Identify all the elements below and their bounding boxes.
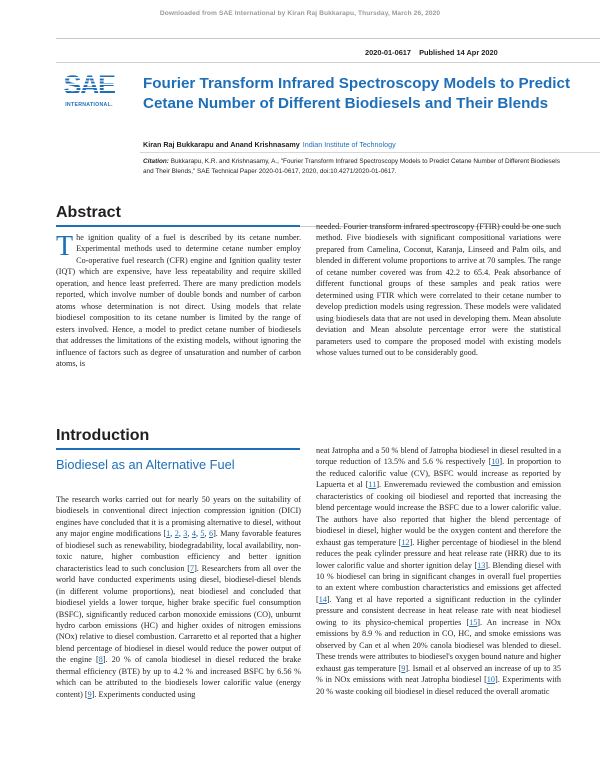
body-text: ,: [170, 529, 175, 539]
sae-logo-mark: SAE: [58, 72, 120, 99]
reference-link[interactable]: 12: [401, 537, 410, 547]
citation-text: Bukkarapu, K.R. and Krishnasamy, A., "Fourier Transform Infrared Spectroscopy Models to Predict Cetane Number of Different Biodiesels and Their Blends," SAE Technical Paper 2020-01-0617, 2020, doi:10.4271/2020-01-0617.: [143, 158, 560, 175]
paper-number: 2020-01-0617: [365, 48, 412, 57]
body-text: ]. Enweremadu reviewed the combustion and emission characteristics of cooking oil biodiesel and reported that increasing the blend percentage would increase the BSFC due to a lower calorific value. The authors have also reported that higher the blend percentage of biodiesel in diesel, higher would be the oxygen content and therefore the exhaust gas temperature [: [316, 480, 561, 547]
body-text: ]. Higher percentage of biodiesel in the blend reduces the peak cylinder pressure and heat release rate (HRR) due to its lower calorific value and shorter ignition delay [: [316, 537, 561, 570]
body-text: ]. Ismail et al observed an increase of up to 35 % in NOx emissions with neat Jatropha biodiesel [: [316, 663, 561, 685]
body-text: ,: [204, 529, 209, 539]
abstract-heading-bar: [56, 225, 300, 227]
body-text: The research works carried out for nearly 50 years on the suitability of biodiesels in conventional direct injection compression ignition (DICI) engines have concluded that it is a promising alternative to diesel, without any major engine modifications [: [56, 495, 301, 539]
body-text: ]. An increase in NOx emissions by 8.9 % and reduction in CO, HC, and smoke emissions was observed by Can et al when 20% canola biodiesel was blended to diesel. These trends were attributes to biodiesel's oxygen bound nature and higher exhaust gas temperature [: [316, 617, 561, 673]
download-note: Downloaded from SAE International by Kiran Raj Bukkarapu, Thursday, March 26, 2020: [159, 10, 441, 17]
abstract-text-left: he ignition quality of a fuel is described by its cetane number. Experimental methods used to determine cetane number employ Co-operative fuel research (CFR) engine and Ignition quality tester (IQT) which are expensive, have less repeatability and require skilled operation, and hence least preferred. There are many prediction models reported, which involve number of double bonds and number of carbon atoms whose determination is not direct. Using models that relate biodiesel composition to its cetane number is limited by the range of esters involved. Hence, a model to predict cetane number of biodiesels that addresses the limitations of the existing models, without ignoring the influence of factors such as degree of unsaturation and number of carbon atoms, is: [56, 233, 301, 368]
citation: [143, 157, 563, 177]
paper-id-line: [365, 48, 565, 57]
paper-title: Fourier Transform Infrared Spectroscopy Models to Predict Cetane Number of Different Biodiesels and Their Blends: [143, 75, 571, 112]
introduction-column-right: [316, 445, 561, 697]
author-names: Kiran Raj Bukkarapu and Anand Krishnasamy: [143, 140, 300, 149]
reference-link[interactable]: 13: [477, 560, 486, 570]
reference-link[interactable]: 10: [486, 675, 495, 685]
reference-link[interactable]: 4: [191, 529, 196, 539]
abstract-column-left: [56, 232, 301, 369]
author-line: [143, 140, 396, 149]
reference-link[interactable]: 7: [189, 563, 195, 573]
published-date: Published 14 Apr 2020: [419, 48, 498, 57]
body-text: ]. Researchers from all over the world have conducted experiments using diesel, biodiesel-diesel blends (in different volume proportions), neat biodiesel and concluded that biodiesel yields a lower torque, higher brake specific fuel consumption (BSFC), significantly reduced carbon monoxide emissions (CO), unburnt hydro carbon emissions (HC) and higher oxides of nitrogen emissions (NOx) relative to diesel combustion. Carraretto et al reported that a higher blend percentage of biodiesel in diesel would reduce the power output of the engine [: [56, 563, 301, 665]
reference-link[interactable]: 14: [318, 594, 327, 604]
header-rule-secondary: [56, 62, 600, 63]
section-subheading: Biodiesel as an Alternative Fuel: [56, 457, 235, 472]
reference-link[interactable]: 11: [368, 480, 377, 490]
reference-link[interactable]: 1: [166, 529, 171, 539]
reference-link[interactable]: 9: [87, 689, 92, 699]
header-rule: [56, 38, 600, 39]
body-text: ]. Many favorable features of biodiesel such as renewability, biodegradability, local availability, non-toxic nature, higher combustion efficiency and better ignition characteristics lead to such conclusion [: [56, 529, 302, 573]
reference-link[interactable]: 3: [183, 529, 188, 539]
reference-link[interactable]: 10: [491, 457, 500, 467]
reference-link[interactable]: 6: [208, 529, 214, 539]
body-text: ,: [178, 529, 184, 539]
introduction-heading: Introduction: [56, 427, 150, 444]
sae-logo-subtitle: INTERNATIONAL.: [65, 102, 113, 108]
body-text: neat Jatropha and a 50 % blend of Jatropha biodiesel in diesel resulted in a torque reduction of 13.5% and 5.6 % respectively [: [316, 446, 561, 467]
body-text: ]. Blending diesel with 10 % biodiesel can bring in significant changes in overall fuel properties to an extent where combustion characteristics and emissions get affected [: [316, 560, 561, 604]
abstract-dropcap: T: [56, 231, 74, 262]
body-text: ,: [187, 529, 192, 539]
sae-logo: [58, 72, 120, 114]
body-text: ]. Experiments with 20 % waste cooking oil biodiesel in diesel reduced the overall aromatic: [316, 675, 561, 696]
abstract-column-right: needed. Fourier transform infrared spectroscopy (FTIR) could be one such method. Five biodiesels with significant compositional variations were prepared from Camelina, Coconut, Karanja, Linseed and Palm oils, and blended in different volume proportions to arrive at 70 samples. The range of cetane number covered was from 42.2 to 65.4. Peak absorbance of different functional groups of these samples and peak ratios were determined using FTIR which were correlated to their cetane number to develop prediction models using regression. These models were validated using biodiesels data that are not used in developing them. Mean absolute deviation and Mean absolute percentage error were the statistical parameters used to compare the proposed model with existing models whose values turned out to be considerably good.: [316, 222, 561, 357]
reference-link[interactable]: 9: [401, 663, 406, 673]
body-text: ]. 20 % of canola biodiesel in diesel reduced the brake thermal efficiency (BTE) by up to 4.2 % and increased BSFC by 6.56 % which can be attributed to the biodiesels lower calorific value (energy content) [: [56, 655, 301, 699]
citation-label: Citation:: [143, 158, 169, 165]
body-text: ]. Yang et al have reported a significant reduction in the cylinder pressure and consistent decrease in heat release rate with neat biodiesel owing to its physico-chemical properties [: [316, 594, 561, 627]
author-affiliation: Indian Institute of Technology: [302, 140, 396, 149]
introduction-heading-bar: [56, 448, 300, 450]
abstract-heading: Abstract: [56, 204, 121, 221]
introduction-column-left: [56, 494, 301, 700]
author-rule: [140, 152, 600, 153]
body-text: ]. In proportion to the reduced calorific value (CV), BSFC would increase as reported by Lapuerta et al [: [316, 457, 562, 490]
reference-link[interactable]: 2: [174, 529, 179, 539]
reference-link[interactable]: 5: [200, 529, 205, 539]
reference-link[interactable]: 15: [469, 617, 478, 627]
body-text: ,: [195, 529, 201, 539]
reference-link[interactable]: 8: [98, 655, 103, 665]
body-text: ]. Experiments conducted using: [91, 689, 196, 699]
